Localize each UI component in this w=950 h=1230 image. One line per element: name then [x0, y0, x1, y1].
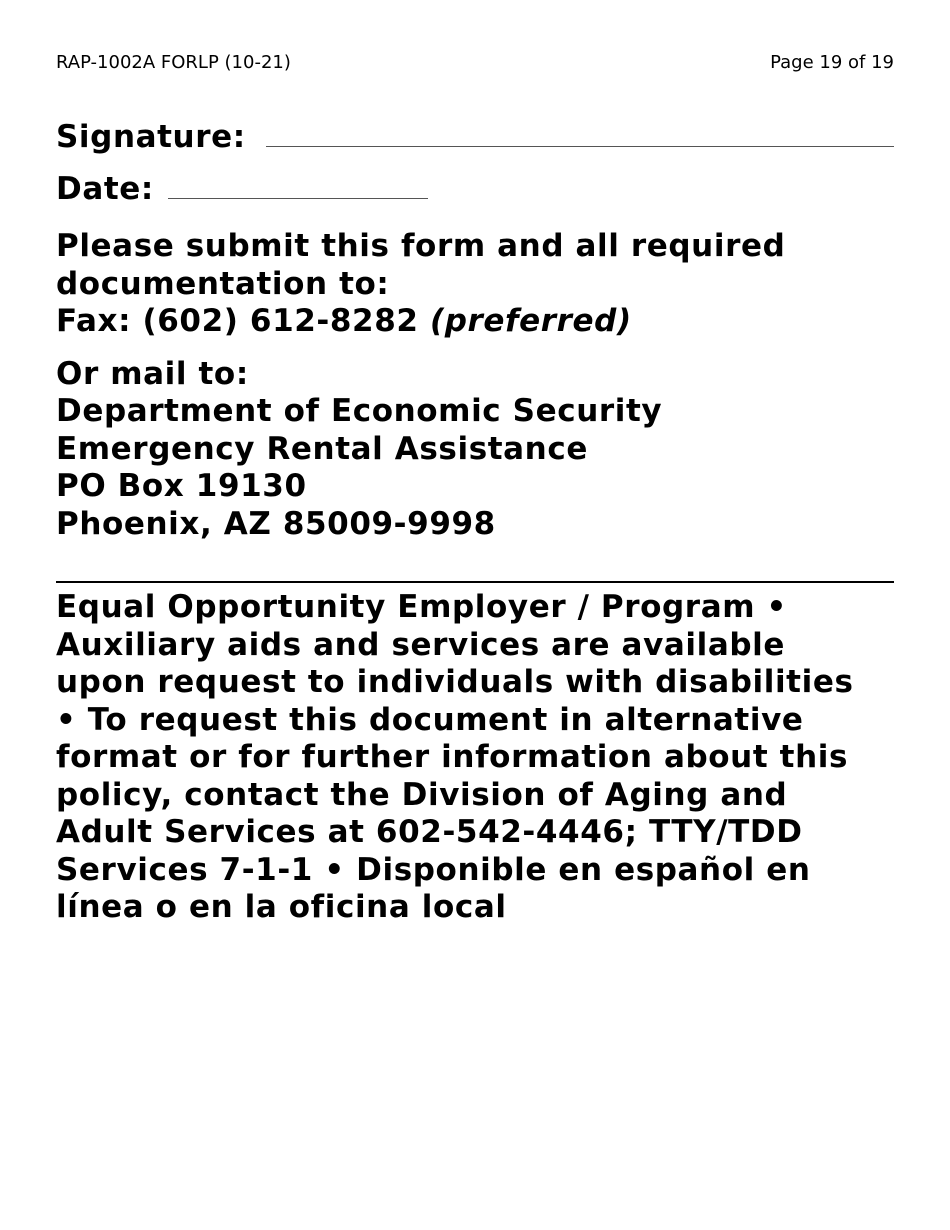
fax-line	[56, 303, 894, 341]
submit-line-1: Please submit this form and all required	[56, 228, 786, 264]
page-header	[56, 52, 894, 76]
date-label: Date:	[56, 170, 154, 207]
mail-line-1: Department of Economic Security	[56, 393, 663, 429]
eoe-line: • To request this document in alternative	[56, 701, 804, 738]
form-id: RAP-1002A FORLP (10-21)	[56, 52, 291, 73]
mail-line-3: PO Box 19130	[56, 468, 307, 504]
mail-line-4: Phoenix, AZ 85009-9998	[56, 505, 496, 542]
eoe-line: línea o en la oficina local	[56, 889, 507, 925]
eoe-line: policy, contact the Division of Aging and	[56, 776, 788, 813]
eoe-line: upon request to individuals with disabilities	[56, 664, 854, 700]
fax-number: Fax: (602) 612-8282	[56, 303, 419, 339]
eoe-line: Equal Opportunity Employer / Program •	[56, 589, 787, 625]
signature-label: Signature:	[56, 118, 246, 155]
eoe-line: Services 7-1-1 • Disponible en español en	[56, 851, 811, 888]
section-divider	[56, 581, 894, 583]
signature-row	[56, 112, 894, 156]
date-row	[56, 164, 894, 208]
page-number: Page 19 of 19	[770, 52, 894, 73]
eoe-line: format or for further information about this	[56, 739, 849, 775]
date-field[interactable]	[168, 198, 428, 199]
signature-field[interactable]	[266, 146, 894, 147]
fax-preferred-note: (preferred)	[429, 303, 632, 339]
eoe-line: Adult Services at 602-542-4446; TTY/TDD	[56, 814, 803, 850]
submit-line-2: documentation to:	[56, 265, 390, 302]
mail-intro: Or mail to:	[56, 355, 249, 392]
eoe-line: Auxiliary aids and services are available	[56, 626, 786, 663]
submit-instructions	[56, 228, 894, 341]
mail-line-2: Emergency Rental Assistance	[56, 430, 588, 467]
equal-opportunity-statement	[56, 589, 894, 927]
form-content	[56, 110, 894, 927]
mail-address	[56, 356, 894, 544]
